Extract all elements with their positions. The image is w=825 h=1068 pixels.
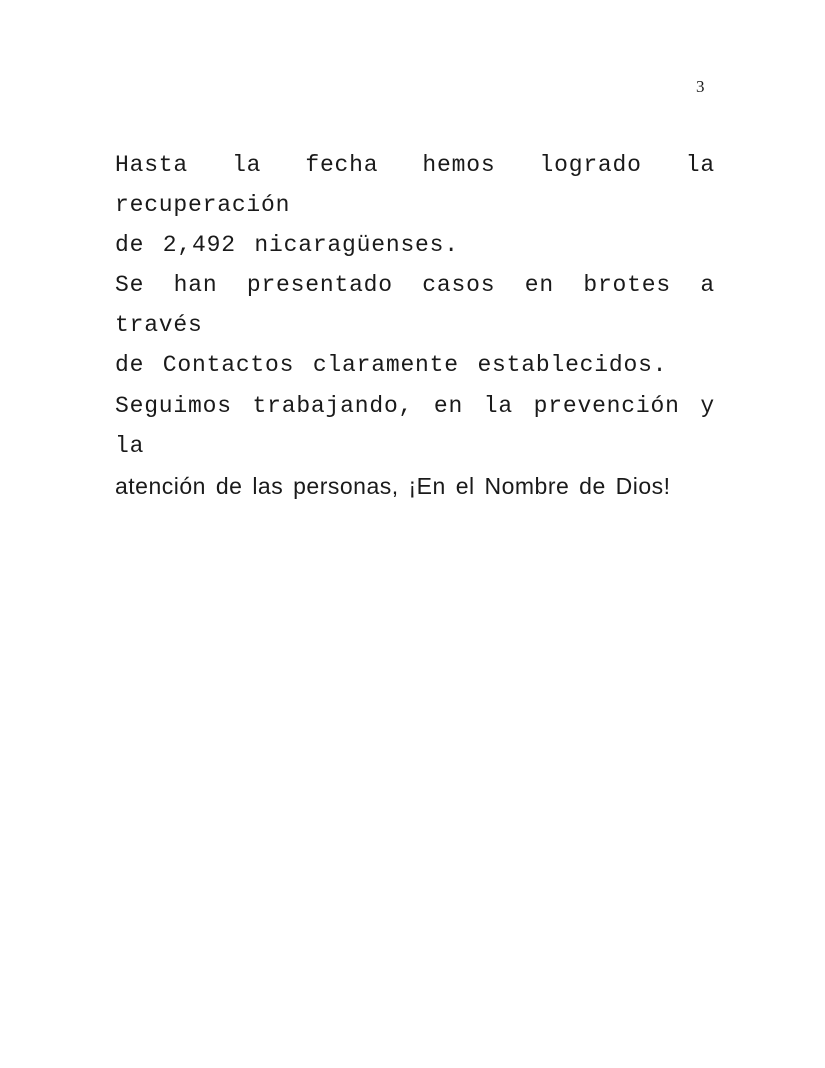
paragraph-line: Seguimos trabajando, en la prevención y la (115, 393, 715, 459)
paragraph-line: atención de las personas, ¡En el Nombre de Dios! (115, 473, 671, 499)
paragraph-line: de 2,492 nicaragüenses. (115, 232, 459, 258)
paragraph-line: Se han presentado casos en brotes a través (115, 272, 715, 338)
paragraph-closing (115, 386, 715, 506)
page-number: 3 (696, 77, 705, 96)
paragraph-line: Hasta la fecha hemos logrado la recuperación (115, 152, 715, 218)
paragraph-outbreaks (115, 265, 715, 385)
paragraph-recoveries (115, 145, 715, 265)
paragraph-line: de Contactos claramente establecidos. (115, 352, 668, 378)
